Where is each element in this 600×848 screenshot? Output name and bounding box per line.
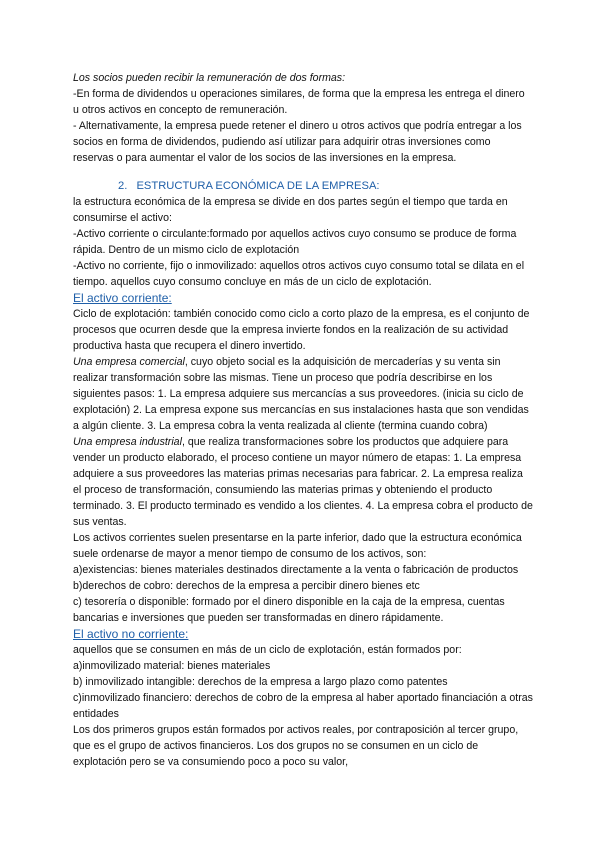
empresa-industrial-text: , que realiza transformaciones sobre los productos que adquiere para vender un producto elaborado, el proceso contiene un mayor número de etapas: 1. La empresa adquiere a sus proveedores las materias primas necesarias para fabricar. 2. La empresa realiza el proceso de transformación, consumiendo las materias primas y obteniendo el producto terminado. 3. El producto terminado es vendido a los clientes. 4. La empresa cobra el producto de sus ventas. [73, 436, 533, 528]
no-corriente-item-b: b) inmovilizado intangible: derechos de la empresa a largo plazo como patentes [73, 676, 448, 688]
no-corriente-paragraph-1: aquellos que se consumen en más de un ciclo de explotación, están formados por: [73, 644, 462, 656]
activo-no-corriente-heading: El activo no corriente: [73, 627, 189, 641]
no-corriente-item-c: c)inmovilizado financiero: derechos de cobro de la empresa al haber aportado financiación a otras entidades [73, 692, 533, 720]
empresa-comercial-paragraph [73, 354, 533, 434]
no-corriente-paragraph-2: Los dos primeros grupos están formados por activos reales, por contraposición al tercer grupo, que es el grupo de activos financieros. Los dos grupos no se consumen en un ciclo de explotación pero se va consumiendo poco a poco su valor, [73, 724, 519, 768]
empresa-industrial-paragraph [73, 434, 533, 530]
intro-paragraph-1: -En forma de dividendos u operaciones similares, de forma que la empresa les entrega el dinero u otros activos en concepto de remuneración. [73, 88, 525, 116]
no-corriente-item-a: a)inmovilizado material: bienes materiales [73, 660, 271, 672]
document-body [73, 70, 533, 770]
corriente-item-c: c) tesorería o disponible: formado por el dinero disponible en la caja de la empresa, cuentas bancarias e inversiones que pueden ser transformadas en dinero rápidamente. [73, 596, 505, 624]
empresa-comercial-text: , cuyo objeto social es la adquisición de mercaderías y su venta sin realizar transformación sobre las mismas. Tiene un proceso que podría describirse en los siguientes pasos: 1. La empresa adquiere sus mercancías a sus proveedores. (inicia su ciclo de explotación) 2. La empresa expone sus mercancías en sus instalaciones hasta que son vendidas a algún cliente. 3. La empresa cobra la venta realizada al cliente (termina cuando cobra) [73, 356, 529, 432]
section-title: ESTRUCTURA ECONÓMICA DE LA EMPRESA: [136, 180, 380, 192]
intro-paragraph-2: - Alternativamente, la empresa puede retener el dinero u otros activos que podría entregar a los socios en forma de dividendos, pudiendo así utilizar para adquirir otras inversiones como reservas o para aumentar el valor de los socios de las inversiones en la empresa. [73, 120, 522, 164]
ciclo-explotacion-paragraph: Ciclo de explotación: también conocido como ciclo a corto plazo de la empresa, es el conjunto de procesos que ocurren desde que la empresa invierte fondos en la realización de su actividad productiva hasta que recupera el dinero invertido. [73, 308, 530, 352]
corriente-item-b: b)derechos de cobro: derechos de la empresa a percibir dinero bienes etc [73, 580, 420, 592]
section-number: 2. [118, 180, 128, 192]
section-paragraph-2: -Activo corriente o circulante:formado por aquellos activos cuyo consumo se produce de forma rápida. Dentro de un mismo ciclo de explotación [73, 228, 517, 256]
corriente-item-a: a)existencias: bienes materiales destinados directamente a la venta o fabricación de productos [73, 564, 519, 576]
intro-heading: Los socios pueden recibir la remuneración de dos formas: [73, 72, 346, 84]
empresa-industrial-term: Una empresa industrial [73, 436, 182, 448]
empresa-comercial-term: Una empresa comercial [73, 356, 185, 368]
section-heading [73, 178, 533, 194]
section-paragraph-1: la estructura económica de la empresa se divide en dos partes según el tiempo que tarda en consumirse el activo: [73, 196, 508, 224]
section-paragraph-3: -Activo no corriente, fijo o inmovilizado: aquellos otros activos cuyo consumo total se dilata en el tiempo. aquellos cuyo consumo concluye en más de un ciclo de explotación. [73, 260, 525, 288]
activo-corriente-heading: El activo corriente: [73, 291, 172, 305]
activos-corrientes-paragraph: Los activos corrientes suelen presentarse en la parte inferior, dado que la estructura económica suele ordenarse de mayor a menor tiempo de consumo de los activos, son: [73, 532, 522, 560]
